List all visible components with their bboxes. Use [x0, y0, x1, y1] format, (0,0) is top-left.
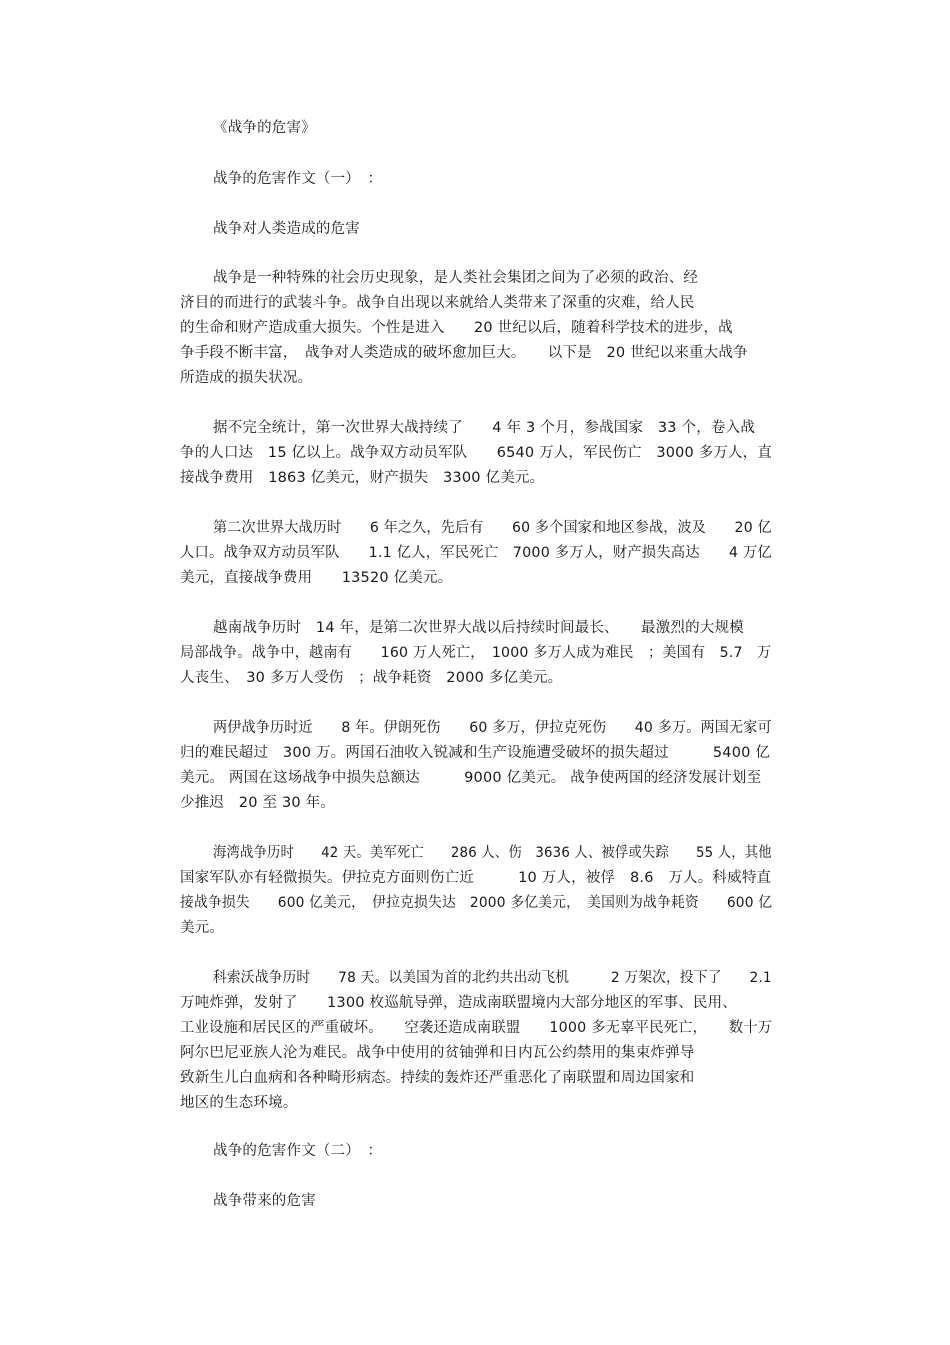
paragraph-line: 接战争损失 600 亿美元， 伊拉克损失达 2000 多亿美元， 美国则为战争耗资 600 亿 [180, 895, 773, 911]
paragraph-line: 致新生儿白血病和各种畸形病态。持续的轰炸还严重恶化了南联盟和周边国家和 [180, 1070, 695, 1086]
paragraph-line: 阿尔巴尼亚族人沦为难民。战争中使用的贫铀弹和日内瓦公约禁用的集束炸弹导 [180, 1045, 695, 1061]
paragraph-line: 海湾战争历时 42 天。美军死亡 286 人、伤 3636 人、被俘或失踪 55 人，其他 [213, 845, 772, 861]
paragraph-line: 万吨炸弹，发射了 1300 枚巡航导弹，造成南联盟境内大部分地区的军事、民用、 [180, 995, 738, 1011]
paragraph-line: 济目的而进行的武装斗争。战争自出现以来就给人类带来了深重的灾难，给人民 [180, 295, 695, 311]
paragraph-line: 局部战争。战争中，越南有 160 万人死亡， 1000 多万人成为难民 ；美国有 5.7 万 [180, 645, 772, 661]
paragraph-line: 的生命和财产造成重大损失。个性是进入 20 世纪以后，随着科学技术的进步，战 [180, 320, 733, 336]
essay2-subtitle: 战争带来的危害 [213, 1193, 316, 1209]
paragraph-line: 国家军队亦有轻微损失。伊拉克方面则伤亡近 10 万人，被俘 8.6 万人。科威特直 [180, 870, 772, 886]
paragraph-line: 越南战争历时 14 年，是第二次世界大战以后持续时间最长、 最激烈的大规模 [213, 620, 744, 636]
paragraph-line: 美元，直接战争费用 13520 亿美元。 [180, 570, 453, 586]
paragraph-line: 美元。 [180, 920, 225, 936]
paragraph-line: 人口。战争双方动员军队 1.1 亿人，军民死亡 7000 多万人，财产损失高达 4 万亿 [180, 545, 772, 561]
document-title: 《战争的危害》 [213, 120, 316, 136]
paragraph-line: 所造成的损失状况。 [180, 370, 313, 386]
paragraph-line: 美元。 两国在这场战争中损失总额达 9000 亿美元。 战争使两国的经济发展计划至 [180, 770, 762, 786]
essay1-heading: 战争的危害作文（一） ： [213, 171, 383, 187]
paragraph-line: 据不完全统计，第一次世界大战持续了 4 年 3 个月，参战国家 33 个，卷入战 [213, 420, 756, 436]
paragraph-line: 争手段不断丰富， 战争对人类造成的破坏愈加巨大。 以下是 20 世纪以来重大战争 [180, 345, 748, 361]
paragraph-line: 科索沃战争历时 78 天。以美国为首的北约共出动飞机 2 万架次，投下了 2.1 [213, 970, 772, 986]
paragraph-line: 接战争费用 1863 亿美元，财产损失 3300 亿美元。 [180, 470, 545, 486]
paragraph-line: 工业设施和居民区的严重破坏。 空袭还造成南联盟 1000 多无辜平民死亡， 数十万 [180, 1020, 773, 1036]
paragraph-line: 人丧生、 30 多万人受伤 ；战争耗资 2000 多亿美元。 [180, 670, 563, 686]
paragraph-line: 归的难民超过 300 万。两国石油收入锐减和生产设施遭受破坏的损失超过 5400 亿 [180, 745, 771, 761]
paragraph-line: 两伊战争历时近 8 年。伊朗死伤 60 多万，伊拉克死伤 40 多万。两国无家可 [213, 720, 772, 736]
paragraph-line: 少推迟 20 至 30 年。 [180, 795, 336, 811]
essay1-subtitle: 战争对人类造成的危害 [213, 221, 360, 237]
paragraph-line: 地区的生态环境。 [180, 1095, 298, 1111]
paragraph-line: 战争是一种特殊的社会历史现象，是人类社会集团之间为了必须的政治、经 [213, 270, 699, 286]
paragraph-line: 争的人口达 15 亿以上。战争双方动员军队 6540 万人，军民伤亡 3000 多万人，直 [180, 445, 772, 461]
paragraph-line: 第二次世界大战历时 6 年之久，先后有 60 多个国家和地区参战，波及 20 亿 [213, 520, 772, 536]
essay2-heading: 战争的危害作文（二） ： [213, 1143, 383, 1159]
